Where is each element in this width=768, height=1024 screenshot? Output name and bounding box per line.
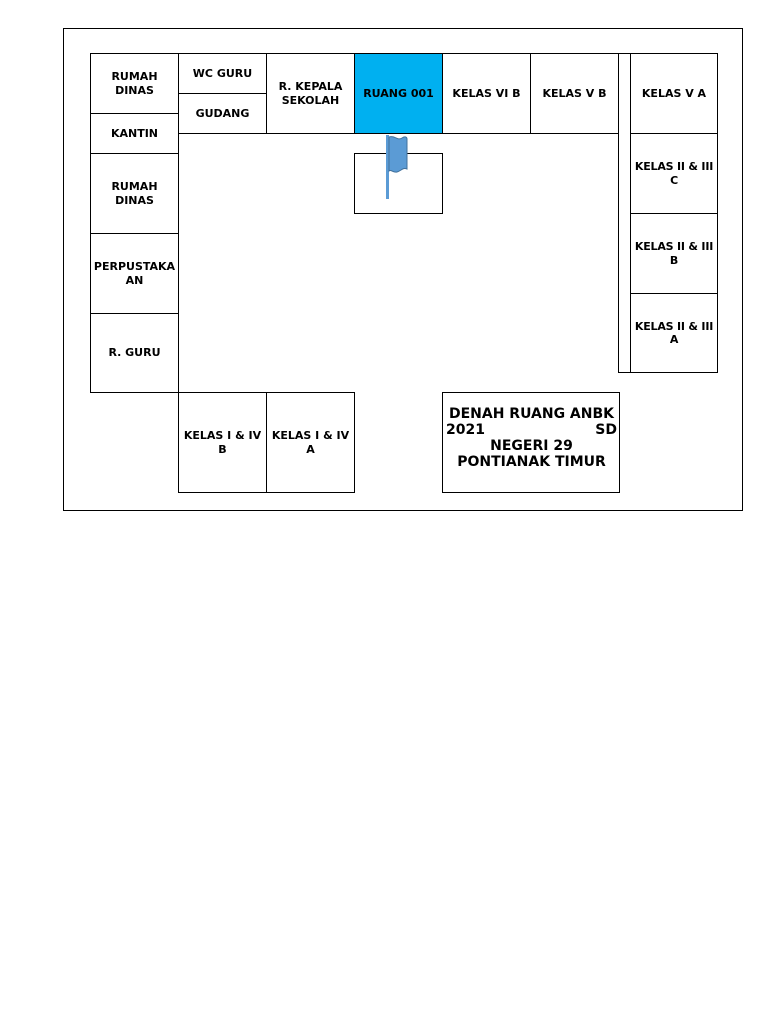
room-kelas-i-iv-b: [178, 392, 267, 493]
room-label: KELAS II & III C: [634, 160, 714, 187]
room-kelas-ii-iii-a: [630, 293, 718, 373]
room-kelas-ii-iii-b: [630, 213, 718, 294]
title-year: 2021: [446, 422, 485, 439]
room-label: KELAS I & IV A: [271, 429, 350, 456]
room-label: R. GURU: [108, 346, 161, 360]
title-line-1: DENAH RUANG ANBK: [448, 406, 615, 422]
room-rumah-dinas-2: [90, 153, 179, 234]
room-kelas-v-b: [530, 53, 619, 134]
room-label: KELAS II & III B: [634, 240, 714, 267]
room-gudang: [178, 93, 267, 134]
room-kelas-ii-iii-c: [630, 133, 718, 214]
room-kelas-v-a: [630, 53, 718, 134]
room-label: KELAS II & III A: [634, 319, 714, 346]
room-kantin: [90, 113, 179, 154]
room-r-guru: [90, 313, 179, 393]
room-label: RUMAH DINAS: [111, 70, 158, 97]
title-school-type: SD: [595, 422, 617, 439]
room-label: KELAS VI B: [452, 86, 521, 100]
room-wc-guru: [178, 53, 267, 94]
room-label: PERPUSTAKA AN: [93, 260, 176, 287]
flag-icon: [383, 135, 413, 199]
title-box: [442, 392, 620, 493]
room-label: RUMAH DINAS: [111, 180, 158, 207]
title-line-4: PONTIANAK TIMUR: [457, 454, 606, 471]
room-label: KANTIN: [110, 126, 159, 140]
room-ruang-001: [354, 53, 443, 134]
room-kelas-vi-b: [442, 53, 531, 134]
room-label: GUDANG: [195, 106, 250, 120]
room-kelas-i-iv-a: [266, 392, 355, 493]
title-line-2: [446, 422, 617, 438]
room-rumah-dinas-top: [90, 53, 179, 114]
room-label: RUANG 001: [363, 86, 434, 100]
room-kepala-sekolah: [266, 53, 355, 134]
room-label: KELAS V A: [641, 86, 707, 100]
title-line-3: NEGERI 29: [490, 438, 573, 455]
room-perpustakaan: [90, 233, 179, 314]
room-label: KELAS V B: [542, 86, 607, 100]
room-label: WC GURU: [192, 66, 253, 80]
room-label: KELAS I & IV B: [183, 429, 262, 456]
room-label: R. KEPALA SEKOLAH: [278, 80, 343, 107]
